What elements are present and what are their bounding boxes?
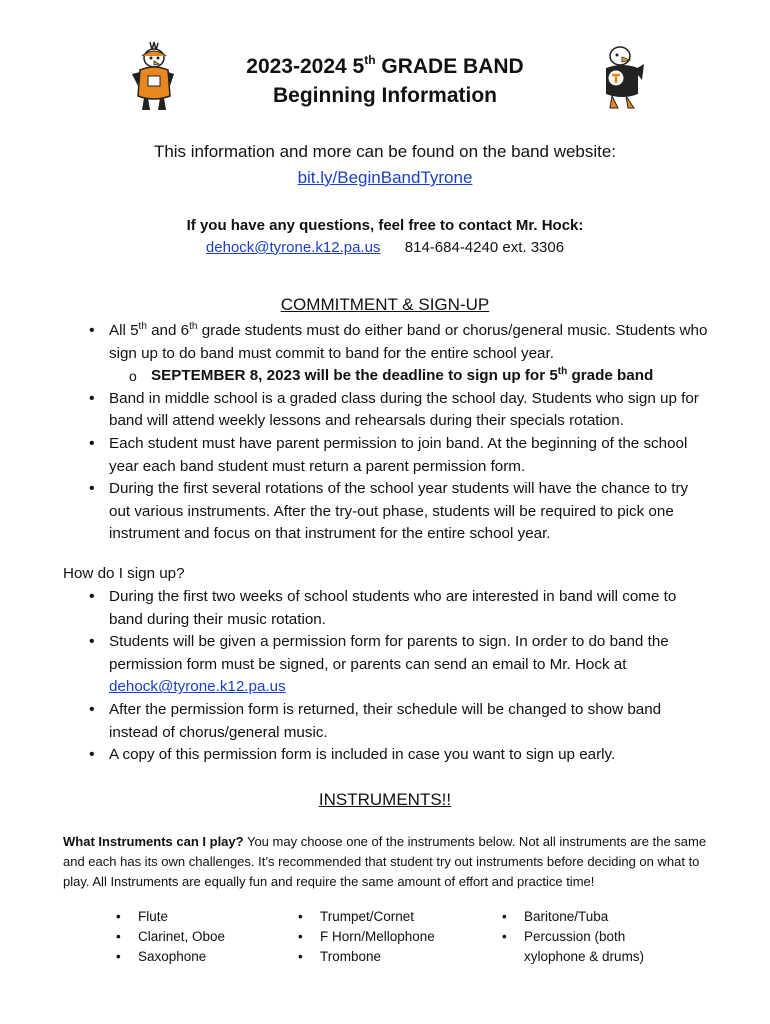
list-item: • During the first two weeks of school students who are interested in band will come to band during their music rotation.	[83, 586, 713, 631]
phone-number: 814-684-4240 ext. 3306	[404, 239, 565, 256]
website-link-row	[0, 168, 770, 188]
page-subtitle: Beginning Information	[273, 84, 497, 107]
contact-question: If you have any questions, feel free to contact Mr. Hock:	[186, 217, 584, 234]
list-item: • Trumpet/Cornet	[298, 907, 478, 927]
instruments-paragraph: What Instruments can I play? You may choose one of the instruments below. Not all instruments are the same and each has its own challenges. It’s recommended that student try out instruments before deciding on what to play. All Instruments are equally fun and require the same amount of effort and practice time!	[63, 834, 707, 889]
list-item: • During the first several rotations of the school year students will have the chance to try out various instruments. After the try-out phase, students will be required to pick one instrument and focus on that instrument for the entire school year.	[83, 478, 713, 546]
signup-list	[83, 586, 713, 767]
list-item: • Band in middle school is a graded class during the school day. Students who sign up for band will attend weekly lessons and rehearsals during their specials rotation.	[83, 388, 713, 433]
list-item: • Clarinet, Oboe	[116, 927, 286, 947]
page-title: 2023-2024 5th GRADE BAND	[246, 53, 524, 78]
instruments-heading: INSTRUMENTS!!	[318, 790, 452, 809]
list-item: • Baritone/Tuba	[502, 907, 682, 927]
list-item: • Flute	[116, 907, 286, 927]
email-link[interactable]: dehock@tyrone.k12.pa.us	[109, 678, 286, 696]
commitment-heading: COMMITMENT & SIGN-UP	[280, 295, 490, 314]
deadline-item: o SEPTEMBER 8, 2023 will be the deadline to sign up for 5th grade band	[151, 365, 713, 388]
instrument-column-1	[116, 907, 286, 967]
list-item: • Trombone	[298, 947, 478, 967]
list-item: • After the permission form is returned, their schedule will be changed to show band instead of chorus/general music.	[83, 699, 713, 744]
list-item: • F Horn/Mellophone	[298, 927, 478, 947]
commitment-list	[83, 320, 713, 546]
instrument-column-2	[298, 907, 478, 967]
list-item: • Saxophone	[116, 947, 286, 967]
list-item: • A copy of this permission form is included in case you want to sign up early.	[83, 744, 713, 767]
list-item: • All 5th and 6th grade students must do either band or chorus/general music. Students who sign up to do band must commit to band for the entire school year.	[83, 320, 713, 365]
list-item: • Percussion (both	[502, 927, 682, 947]
intro-text: This information and more can be found on the band website:	[153, 142, 617, 161]
contact-line	[0, 239, 770, 256]
signup-question: How do I sign up?	[63, 565, 185, 582]
website-link[interactable]: bit.ly/BeginBandTyrone	[297, 168, 473, 187]
list-item-continuation: xylophone & drums)	[524, 949, 645, 964]
instrument-column-3	[502, 907, 682, 967]
list-item: • Each student must have parent permission to join band. At the beginning of the school year each band student must return a parent permission form.	[83, 433, 713, 478]
email-link[interactable]: dehock@tyrone.k12.pa.us	[205, 239, 381, 256]
list-item: • Students will be given a permission form for parents to sign. In order to do band the permission form must be signed, or parents can send an email to Mr. Hock at dehock@tyrone.k12.pa.us	[83, 631, 713, 699]
